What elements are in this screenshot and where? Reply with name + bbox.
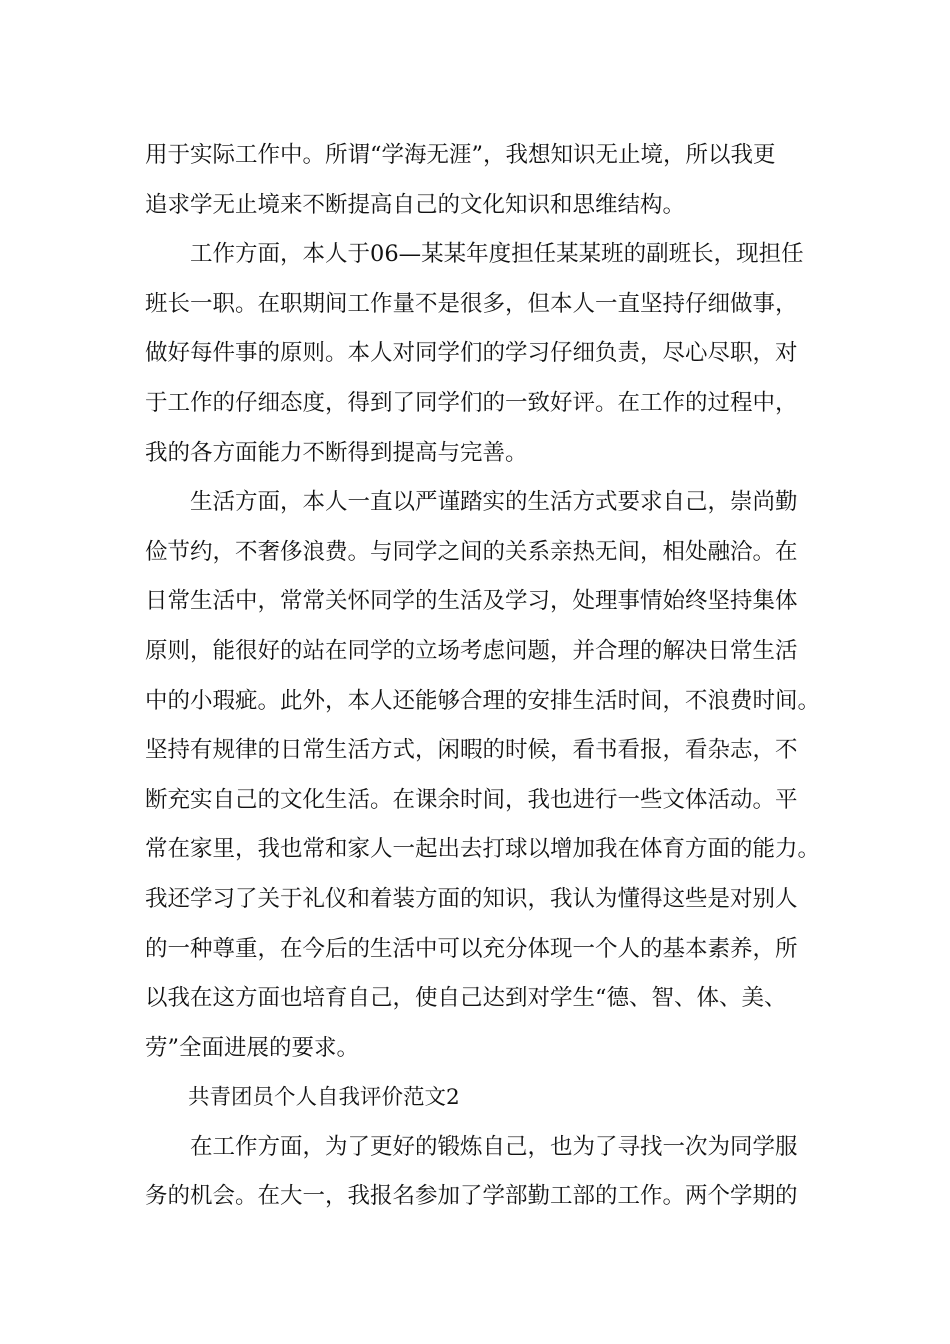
section-heading: 共青团员个人自我评价范文2 bbox=[145, 1085, 460, 1111]
text-line: 中的小瑕疵。此外，本人还能够合理的安排生活时间，不浪费时间。 bbox=[145, 687, 821, 714]
text-line: 坚持有规律的日常生活方式，闲暇的时候，看书看报，看杂志，不 bbox=[145, 737, 798, 764]
text-line: 在工作方面，为了更好的锻炼自己，也为了寻找一次为同学服 bbox=[145, 1133, 798, 1160]
text-line: 追求学无止境来不断提高自己的文化知识和思维结构。 bbox=[145, 191, 686, 218]
text-line: 常在家里，我也常和家人一起出去打球以增加我在体育方面的能力。 bbox=[145, 836, 821, 863]
text-line: 原则，能很好的站在同学的立场考虑问题，并合理的解决日常生活 bbox=[145, 637, 798, 664]
text-line: 工作方面，本人于06—某某年度担任某某班的副班长，现担任 bbox=[145, 241, 804, 268]
text-line: 做好每件事的原则。本人对同学们的学习仔细负责，尽心尽职，对 bbox=[145, 340, 798, 367]
text-line: 以我在这方面也培育自己，使自己达到对学生“德、智、体、美、 bbox=[145, 985, 787, 1012]
text-line: 劳”全面进展的要求。 bbox=[145, 1034, 360, 1061]
text-line: 班长一职。在职期间工作量不是很多，但本人一直坚持仔细做事， bbox=[145, 290, 798, 317]
text-line: 俭节约，不奢侈浪费。与同学之间的关系亲热无间，相处融洽。在 bbox=[145, 538, 798, 565]
text-line: 我的各方面能力不断得到提高与完善。 bbox=[145, 439, 528, 466]
text-line: 日常生活中，常常关怀同学的生活及学习，处理事情始终坚持集体 bbox=[145, 588, 798, 615]
text-line: 的一种尊重，在今后的生活中可以充分体现一个人的基本素养，所 bbox=[145, 935, 798, 962]
document-body bbox=[145, 131, 820, 1222]
text-line: 于工作的仔细态度，得到了同学们的一致好评。在工作的过程中， bbox=[145, 389, 798, 416]
text-line: 用于实际工作中。所谓“学海无涯”，我想知识无止境，所以我更 bbox=[145, 142, 776, 168]
text-line: 断充实自己的文化生活。在课余时间，我也进行一些文体活动。平 bbox=[145, 786, 798, 813]
text-line: 我还学习了关于礼仪和着装方面的知识，我认为懂得这些是对别人 bbox=[145, 885, 798, 912]
text-line: 务的机会。在大一，我报名参加了学部勤工部的工作。两个学期的 bbox=[145, 1183, 798, 1210]
text-line: 生活方面，本人一直以严谨踏实的生活方式要求自己，崇尚勤 bbox=[145, 489, 798, 516]
